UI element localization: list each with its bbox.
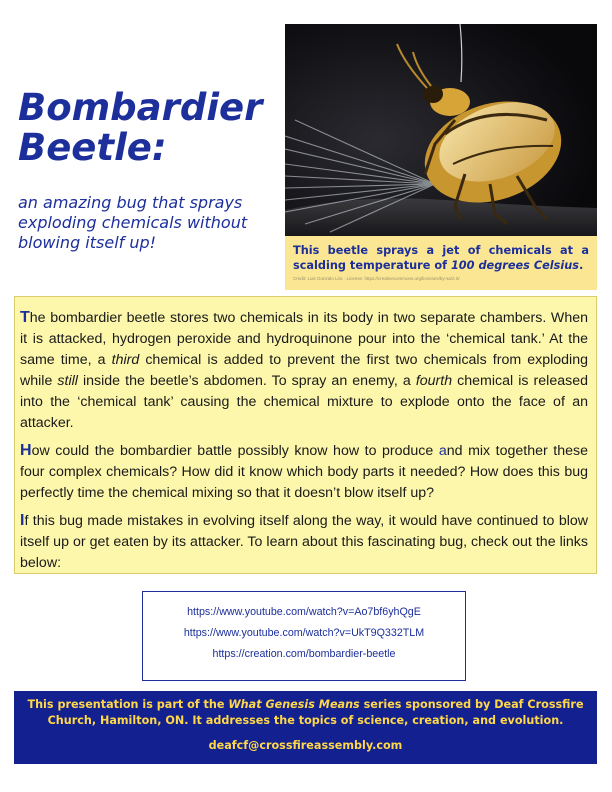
p1-text-3: inside the beetle’s abdomen. To spray an enemy, a xyxy=(77,373,416,389)
beetle-photo xyxy=(285,24,597,236)
drop-cap: I xyxy=(20,512,25,529)
link-youtube-1[interactable]: https://www.youtube.com/watch?v=Ao7bf6yhQgE xyxy=(187,606,421,618)
footer-text-start: This presentation is part of the xyxy=(27,698,229,711)
paragraph-1 xyxy=(20,307,588,434)
p2-text-2: nd mix together these four complex chemicals? How did it know which body parts it needed? How does this bug perfectly time the chemical mixing so that it doesn’t blow itself up? xyxy=(20,443,589,501)
series-name: What Genesis Means xyxy=(228,698,360,711)
p2-blue-letter: a xyxy=(438,443,447,459)
p2-text-1: ow could the bombardier battle possibly know how to produce xyxy=(31,443,439,459)
page-title xyxy=(18,88,278,168)
paragraph-2 xyxy=(20,440,588,504)
footer-banner xyxy=(14,691,597,764)
caption-text-end: . xyxy=(579,259,584,272)
link-youtube-2[interactable]: https://www.youtube.com/watch?v=UkT9Q332TLM xyxy=(183,627,425,639)
caption-text-start: This beetle sprays a jet of chemicals at a scalding temperature of xyxy=(293,244,589,272)
footer-text-end: series sponsored by Deaf Crossfire Church, Hamilton, ON. It addresses the topics of science, creation, and evolution. xyxy=(47,698,584,727)
p1-text-4: chemical is released into the ‘chemical tank’ causing the chemical mixture to explode onto the face of an attacker. xyxy=(20,373,588,431)
caption-emphasis: 100 degrees Celsius xyxy=(450,259,580,272)
p1-emphasis-1: third xyxy=(111,352,140,368)
links-box xyxy=(142,591,466,681)
p1-text-2: chemical is added to prevent the first two chemicals from exploding while xyxy=(20,352,588,389)
p1-emphasis-3: fourth xyxy=(415,373,453,389)
footer-text xyxy=(24,697,587,729)
photo-figure xyxy=(285,24,597,290)
page-subtitle: an amazing bug that sprays exploding chemicals without blowing itself up! xyxy=(18,193,248,252)
caption-text xyxy=(293,243,589,273)
link-creation[interactable]: https://creation.com/bombardier-beetle xyxy=(212,648,396,660)
title-line-1: Bombardier xyxy=(18,86,263,129)
photo-credit: Credit: Luis Gonzalo Lira · License: https://creativecommons.org/licenses/by-sa/2.0/ xyxy=(293,276,460,281)
paragraph-3 xyxy=(20,510,588,574)
beetle-illustration xyxy=(285,24,597,236)
drop-cap: T xyxy=(20,309,30,326)
drop-cap: H xyxy=(20,442,32,459)
photo-caption xyxy=(285,236,597,290)
p1-emphasis-2: still xyxy=(57,373,78,389)
article-body xyxy=(14,296,597,574)
title-line-2: Beetle: xyxy=(18,126,167,169)
contact-email[interactable]: deafcf@crossfireassembly.com xyxy=(208,739,403,752)
p1-text-1: he bombardier beetle stores two chemicals in its body in two separate chambers. When it is attacked, hydrogen peroxide and hydroquinone pour into the ‘chemical tank.’ At the same time, a xyxy=(20,310,588,368)
p3-text-1: f this bug made mistakes in evolving itself along the way, it would have continued to blow itself up or get eaten by its attacker. To learn about this fascinating bug, check out the links below: xyxy=(20,513,588,571)
